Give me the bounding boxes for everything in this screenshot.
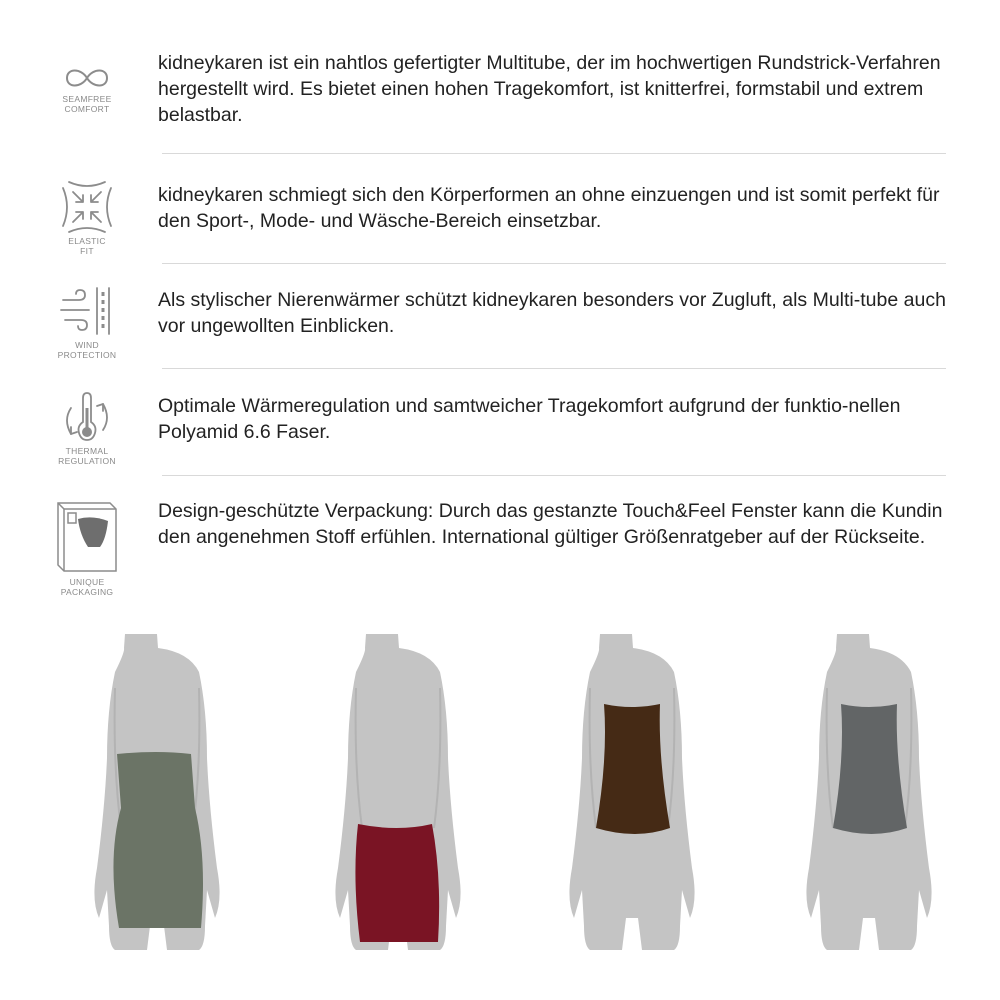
mannequin-figure (41, 628, 241, 958)
feature-text: kidneykaren ist ein nahtlos gefertigter Multitube, der im hochwertigen Rundstrick-Verfahren hergestellt wird. Es bietet einen hohen Tragekomfort, ist knitterfrei, formstabil und extrem belastbar. (158, 52, 941, 126)
thermometer-icon (59, 390, 115, 444)
divider (162, 475, 946, 476)
infinity-icon (59, 64, 115, 92)
mannequin-figures (0, 628, 1000, 958)
elastic-arrows-icon (59, 180, 115, 234)
feature-text: Design-geschützte Verpackung: Durch das gestanzte Touch&Feel Fenster kann die Kundin den angenehmen Stoff erfühlen. International gültiger Größenratgeber auf der Rückseite. (158, 500, 943, 548)
feature-icon-label: SEAMFREE COMFORT (62, 94, 112, 114)
mannequin-icon (41, 628, 241, 958)
mannequin-figure (282, 628, 482, 958)
feature-icon-block (42, 180, 132, 256)
feature-icon-label: WIND PROTECTION (57, 340, 117, 360)
feature-text: Optimale Wärmeregulation und samtweicher Tragekomfort aufgrund der funktio-nellen Polyamid 6.6 Faser. (158, 395, 901, 443)
mannequin-icon (753, 628, 953, 958)
garment-tube-top (596, 704, 670, 834)
feature-icon-block (42, 390, 132, 466)
mannequin-figure (753, 628, 953, 958)
feature-icon-label: THERMAL REGULATION (58, 446, 116, 466)
feature-text: kidneykaren schmiegt sich den Körperformen an ohne einzuengen und ist somit perfekt für den Sport-, Mode- und Wäsche-Bereich einsetzbar. (158, 184, 940, 232)
divider (162, 153, 946, 154)
feature-icon-block (42, 499, 132, 597)
mannequin-icon (282, 628, 482, 958)
mannequin-figure (516, 628, 716, 958)
feature-icon-block (42, 284, 132, 360)
mannequin-icon (516, 628, 716, 958)
packaging-box-icon (52, 499, 122, 575)
garment-skirt (113, 752, 203, 928)
garment-tube-top (833, 704, 907, 834)
feature-icon-block (42, 64, 132, 114)
wind-icon (59, 284, 115, 338)
feature-text: Als stylischer Nierenwärmer schützt kidneykaren besonders vor Zugluft, als Multi-tube auch vor ungewollten Einblicken. (158, 289, 946, 337)
garment-skirt (355, 824, 439, 942)
feature-icon-label: ELASTIC FIT (68, 236, 106, 256)
feature-icon-label: UNIQUE PACKAGING (60, 577, 114, 597)
divider (162, 368, 946, 369)
divider (162, 263, 946, 264)
